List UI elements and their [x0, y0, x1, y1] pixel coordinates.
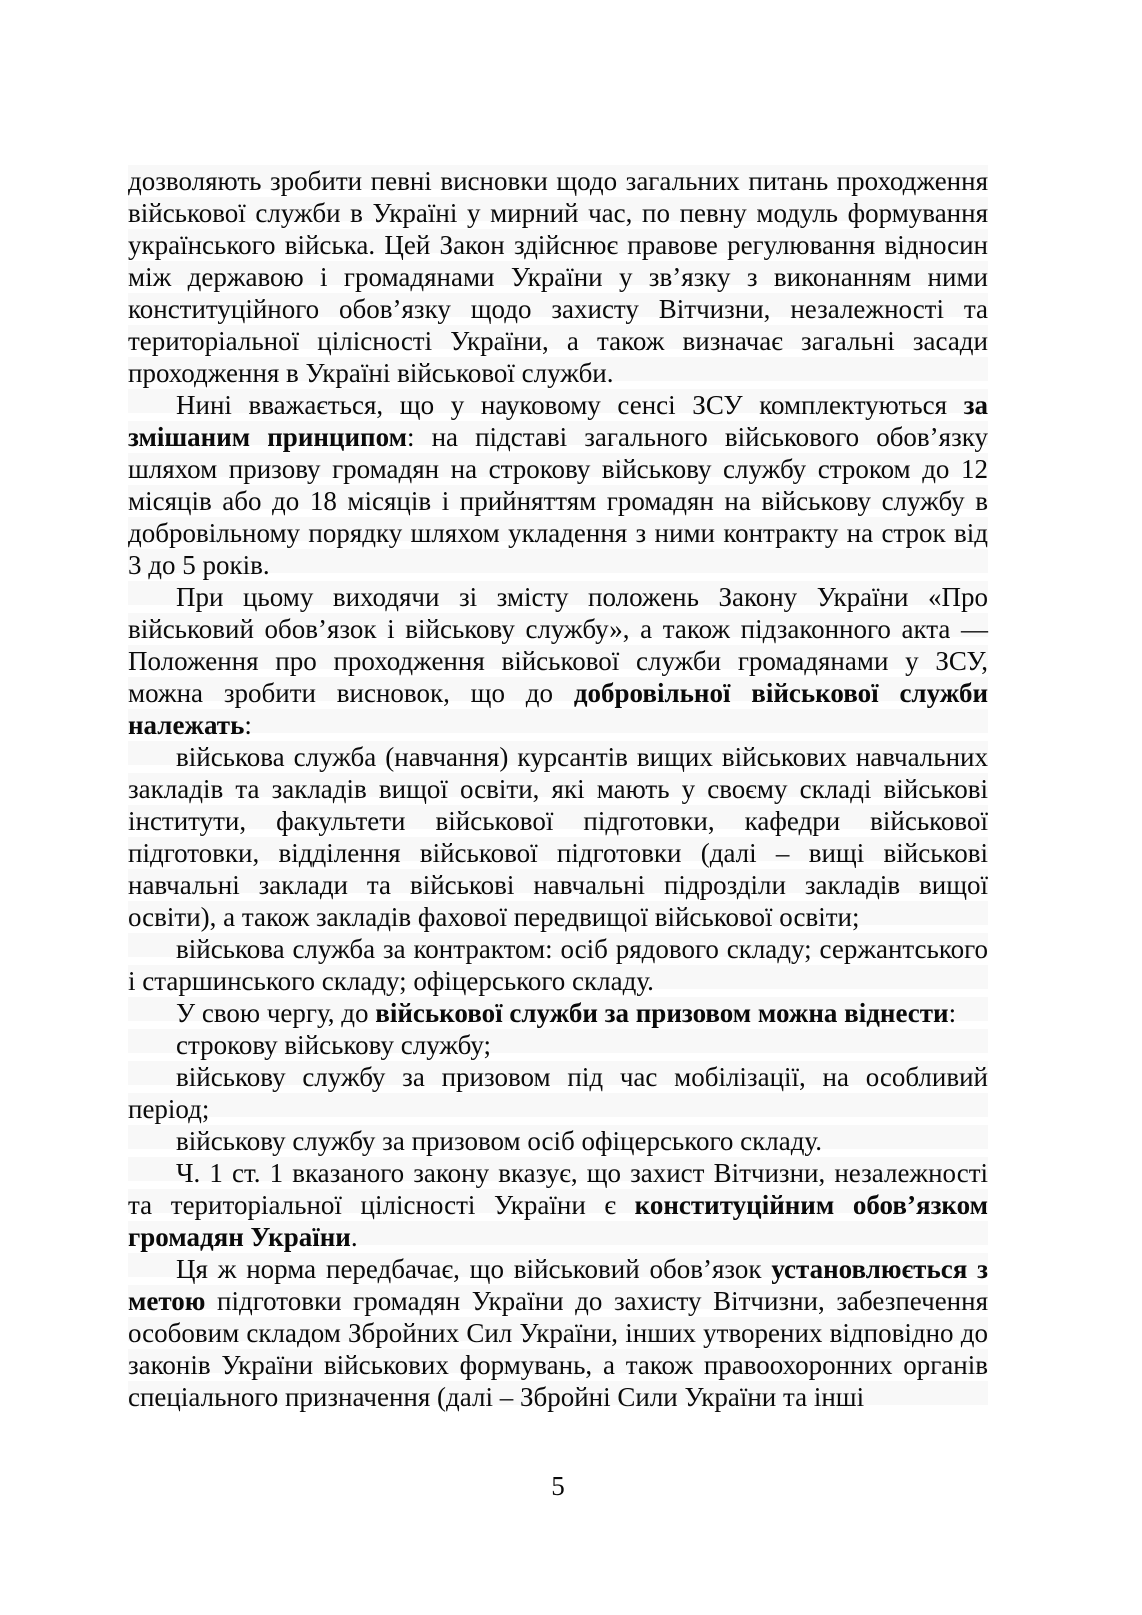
text-run: військова служба (навчання) курсантів вищих військових навчальних закладів та закладів вищої освіти, які мають у своєму складі військові інститути, факультети військової підготовки, кафедри військової підготовки, відділення військової підготовки (далі – вищі військові навчальні заклади та військові навчальні підрозділи закладів вищої освіти), а також закладів фахової передвищої військової освіти;: [128, 742, 988, 932]
bold-text-run: конституційним обов’язком громадян України: [128, 1190, 988, 1252]
paragraph: [128, 1253, 988, 1413]
paragraph: [128, 1125, 988, 1157]
text-run: підготовки громадян України до захисту Вітчизни, забезпечення особовим складом Збройних Сил України, інших утворених відповідно до законів України військових формувань, а також правоохоронних органів спеціального призначення (далі – Збройні Сили України та інші: [128, 1286, 988, 1412]
paragraph: [128, 1061, 988, 1125]
paragraph: [128, 389, 988, 581]
text-run: військову службу за призовом під час мобілізації, на особливий період;: [128, 1062, 988, 1124]
paragraph: [128, 741, 988, 933]
bold-text-run: установлюється з метою: [128, 1254, 988, 1316]
text-run: :: [244, 710, 252, 740]
paragraph: [128, 1157, 988, 1253]
paragraph: [128, 997, 988, 1029]
text-run: Нині вважається, що у науковому сенсі ЗСУ комплектуються: [176, 390, 964, 420]
text-run: : на підставі загального військового обов’язку шляхом призову громадян на строкову військову службу строком до 12 місяців або до 18 місяців і прийняттям громадян на військову службу в добровільному порядку шляхом укладення з ними контракту на строк від 3 до 5 років.: [128, 422, 988, 580]
bold-text-run: військової служби за призовом можна віднести: [375, 998, 949, 1028]
text-run: При цьому виходячи зі змісту положень Закону України «Про військовий обов’язок і військову службу», а також підзаконного акта — Положення про проходження військової служби громадянами у ЗСУ, можна зробити висновок, що до: [128, 582, 988, 708]
paragraph: [128, 1029, 988, 1061]
text-run: військова служба за контрактом: осіб рядового складу; сержантського і старшинського складу; офіцерського складу.: [128, 934, 988, 996]
paragraph: [128, 581, 988, 741]
text-run: Ч. 1 ст. 1 вказаного закону вказує, що захист Вітчизни, незалежності та територіальної цілісності України є: [128, 1158, 988, 1220]
text-run: Ця ж норма передбачає, що військовий обов’язок: [176, 1254, 772, 1284]
text-run: .: [350, 1222, 358, 1252]
text-run: військову службу за призовом осіб офіцерського складу.: [176, 1126, 822, 1156]
text-run: дозволяють зробити певні висновки щодо загальних питань проходження військової служби в Україні у мирний час, по певну модуль формування українського війська. Цей Закон здійснює правове регулювання відносин між державою і громадянами України у зв’язку з виконанням ними конституційного обов’язку щодо захисту Вітчизни, незалежності та територіальної цілісності України, а також визначає загальні засади проходження в Україні військової служби.: [128, 166, 988, 388]
bold-text-run: добровільної військової служби належать: [128, 678, 988, 740]
text-run: строкову військову службу;: [176, 1030, 492, 1060]
text-run: У свою чергу, до: [176, 998, 376, 1028]
paragraph: [128, 933, 988, 997]
page-number: 5: [551, 1471, 565, 1501]
bold-text-run: за змішаним принципом: [128, 390, 988, 452]
paragraph: [128, 165, 988, 389]
text-run: :: [948, 998, 957, 1028]
page-text: [128, 165, 988, 1413]
